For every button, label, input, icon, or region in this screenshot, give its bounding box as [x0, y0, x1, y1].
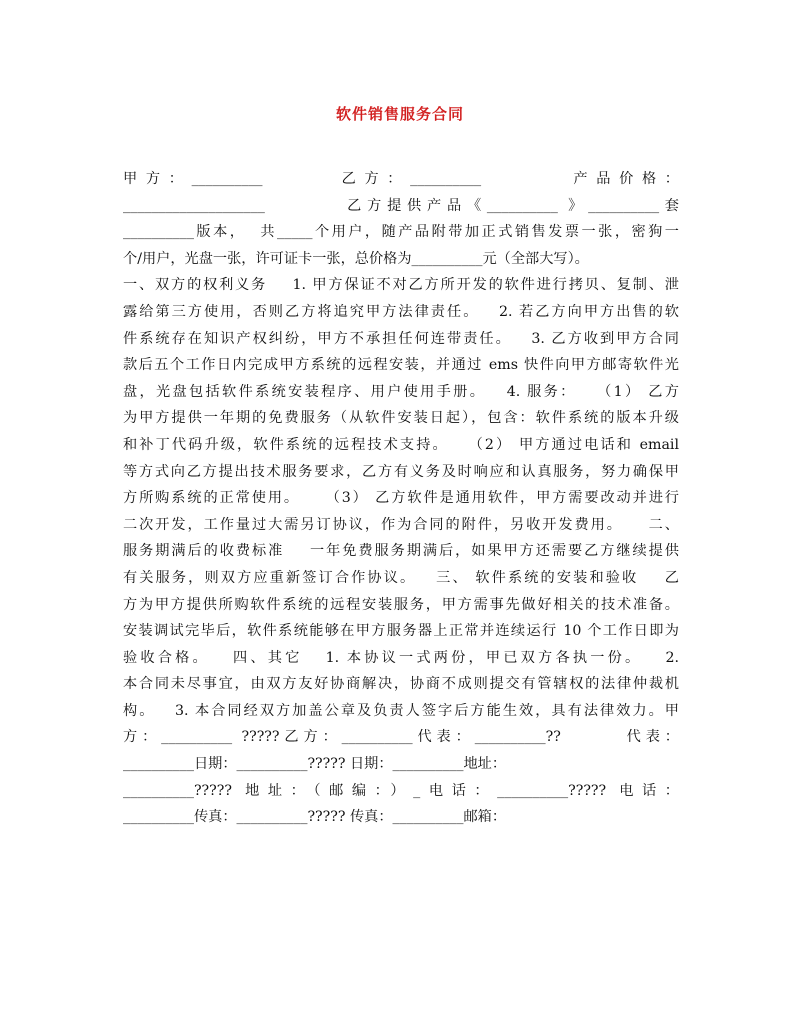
text-line: 构。 3. 本合同经双方加盖公章及负责人签字后方能生效，具有法律效力。甲	[123, 702, 679, 719]
text-line: 安装调试完毕后，软件系统能够在甲方服务器上正常并连续运行 10 个工作日即为	[123, 623, 679, 640]
text-line: __________传真：__________????? 传真：__________邮箱：	[123, 809, 507, 826]
text-line: 为甲方提供一年期的免费服务（从软件安装日起），包含：软件系统的版本升级	[123, 410, 679, 427]
contract-body	[123, 166, 679, 831]
text-line: 一、双方的权利义务 1. 甲方保证不对乙方所开发的软件进行拷贝、复制、泄	[123, 277, 679, 294]
text-line: 本合同未尽事宜，由双方友好协商解决，协商不成则提交有管辖权的法律仲裁机	[123, 676, 679, 693]
text-line: 个/用户，光盘一张，许可证卡一张，总价格为__________元（全部大写）。	[123, 250, 589, 267]
text-line: 服务期满后的收费标准 一年免费服务期满后，如果甲方还需要乙方继续提供	[123, 543, 679, 560]
text-line: 盘，光盘包括软件系统安装程序、用户使用手册。 4. 服务： （1） 乙方	[123, 383, 679, 400]
text-line: 有关服务，则双方应重新签订合作协议。 三、 软件系统的安装和验收 乙	[123, 569, 679, 586]
text-line: __________版本， 共_____个用户，随产品附带加正式销售发票一张，密狗一	[123, 224, 679, 241]
document-title: 软件销售服务合同	[335, 105, 464, 123]
text-line: 和补丁代码升级，软件系统的远程技术支持。 （2） 甲方通过电话和 email	[123, 436, 679, 453]
text-line: __________????? 地址：（邮编：）_电话：__________????? 电话：	[123, 782, 679, 799]
text-line: 验收合格。 四、其它 1. 本协议一式两份，甲已双方各执一份。 2.	[123, 649, 679, 666]
text-line: 款后五个工作日内完成甲方系统的远程安装，并通过 ems 快件向甲方邮寄软件光	[123, 357, 679, 374]
text-line: 甲方：__________ 乙方：__________ 产品价格：	[123, 171, 679, 187]
text-line: 露给第三方使用，否则乙方将追究甲方法律责任。 2. 若乙方向甲方出售的软	[123, 303, 679, 320]
text-line: 二次开发，工作量过大需另订协议，作为合同的附件，另收开发费用。 二、	[123, 516, 679, 533]
text-line: ____________________ 乙方提供产品《__________ 》__________套	[123, 197, 679, 214]
text-line: 方：__________ ?????乙方：__________代表：__________?? 代表：	[123, 729, 679, 746]
text-line: 等方式向乙方提出技术服务要求，乙方有义务及时响应和认真服务，努力确保甲	[123, 463, 679, 480]
text-line: 方为甲方提供所购软件系统的远程安装服务，甲方需事先做好相关的技术准备。	[123, 596, 679, 613]
text-line: 方所购系统的正常使用。 （3） 乙方软件是通用软件，甲方需要改动并进行	[123, 490, 679, 507]
text-line: 件系统存在知识产权纠纷，甲方不承担任何连带责任。 3. 乙方收到甲方合同	[123, 330, 679, 347]
text-line: __________日期：__________????? 日期：__________地址：	[123, 756, 507, 773]
